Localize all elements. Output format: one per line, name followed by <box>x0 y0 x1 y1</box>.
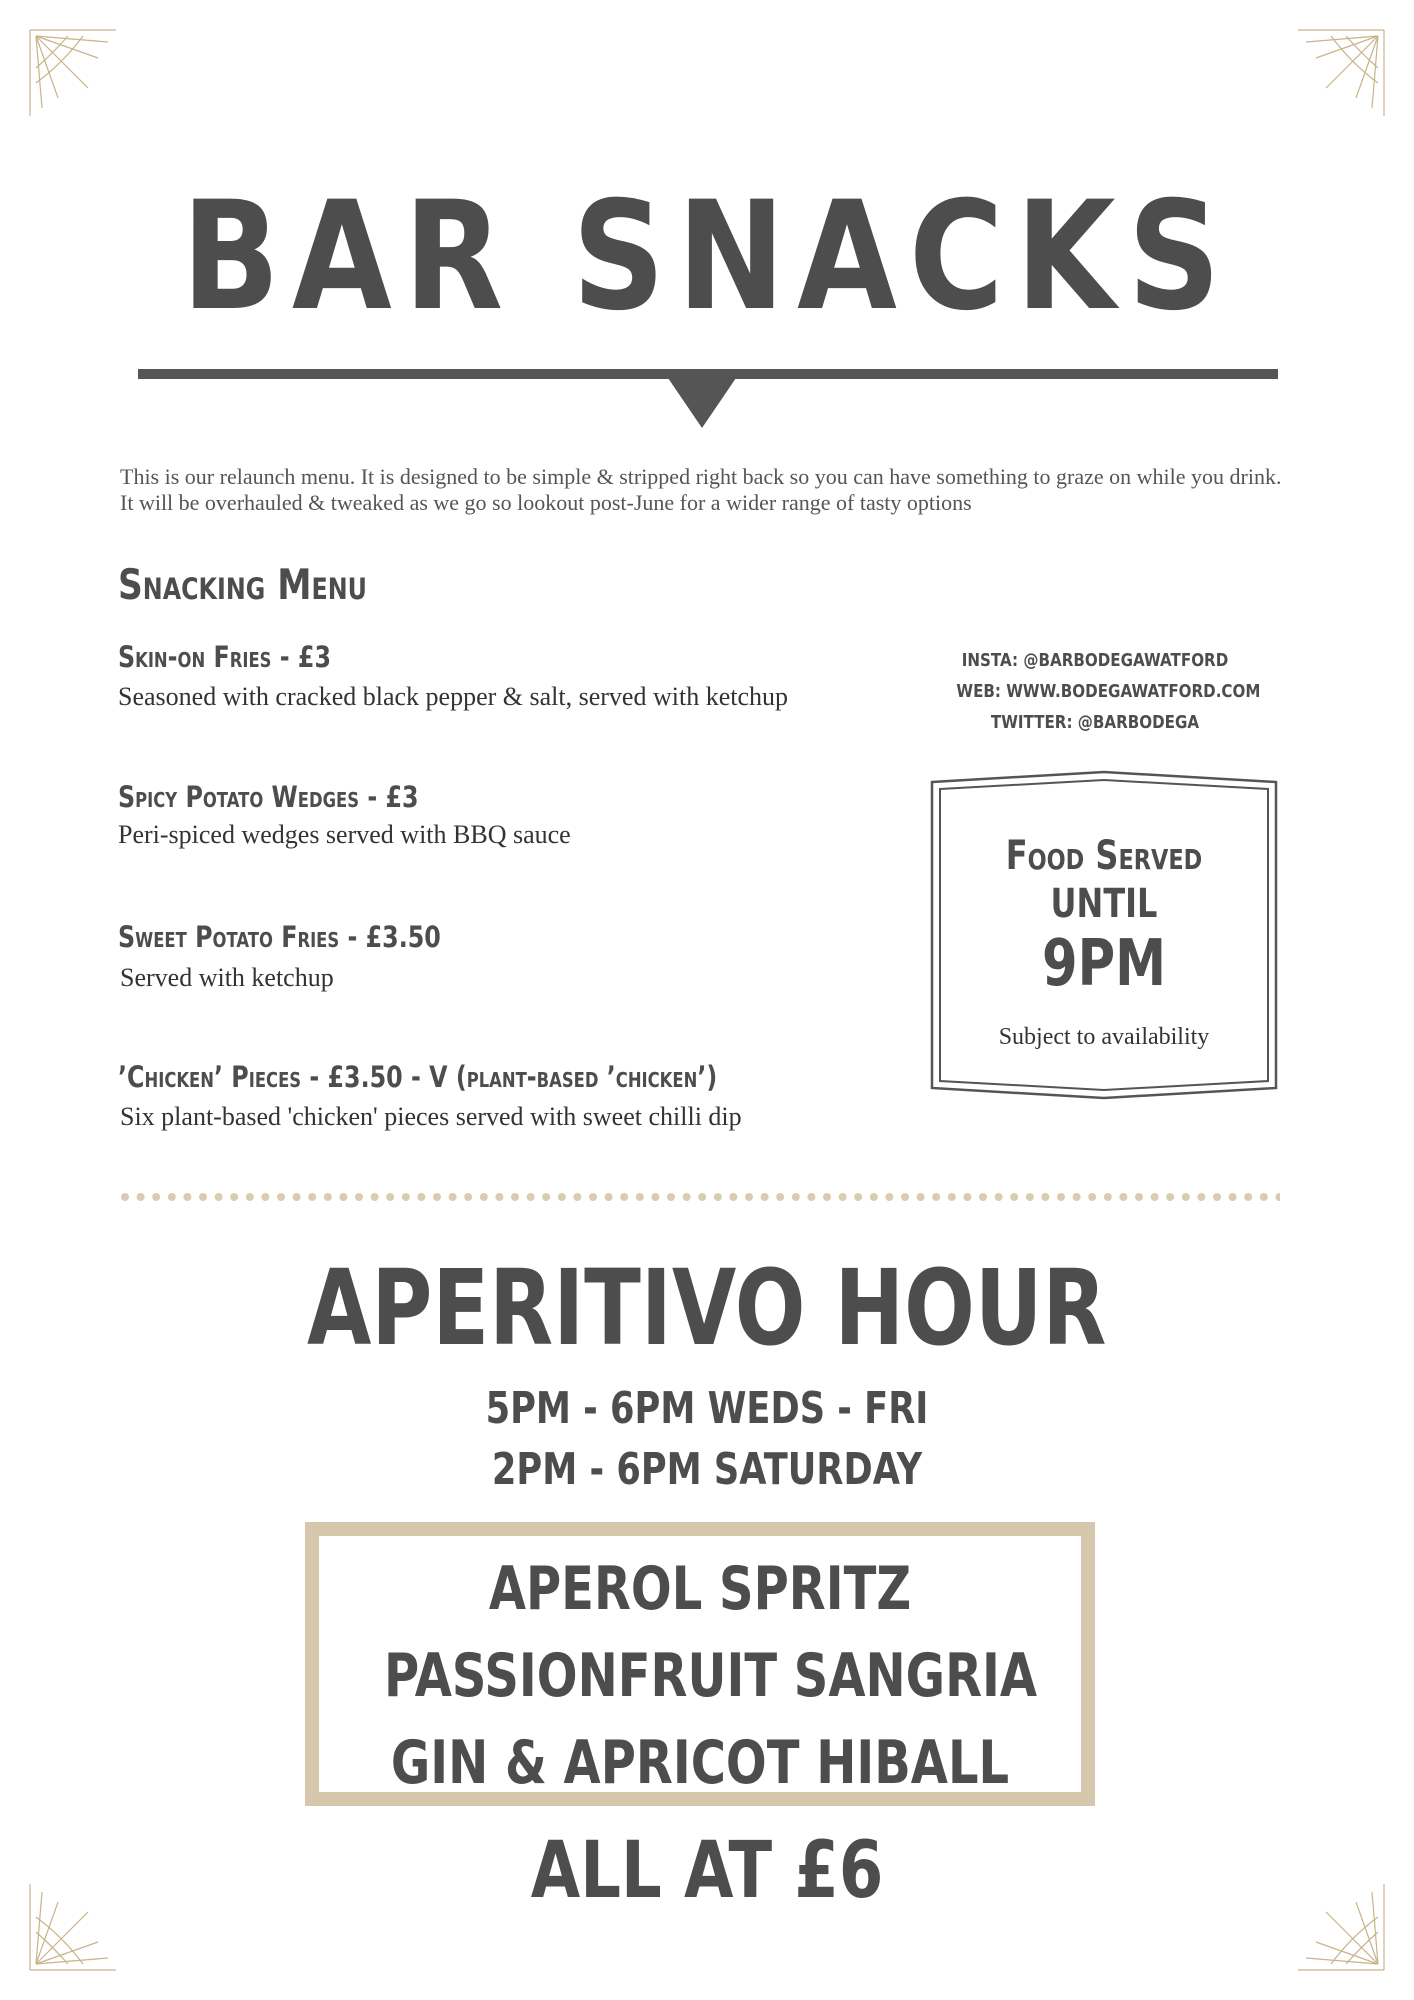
divider-dot <box>1135 1193 1143 1201</box>
divider-dot <box>589 1193 597 1201</box>
sunburst-corner-icon <box>28 28 118 118</box>
menu-item-desc: Seasoned with cracked black pepper & salt, served with ketchup <box>118 682 788 711</box>
divider-dot <box>714 1193 722 1201</box>
divider-dot <box>1041 1193 1049 1201</box>
divider-dot <box>1275 1193 1280 1201</box>
availability-note: Subject to availability <box>998 1024 1210 1050</box>
divider-dot <box>854 1193 862 1201</box>
divider-dot <box>636 1193 644 1201</box>
divider-dot <box>745 1193 753 1201</box>
web-address: WEB: WWW.BODEGAWATFORD.COM <box>956 681 1261 702</box>
divider-dot <box>901 1193 909 1201</box>
divider-dot <box>1166 1193 1174 1201</box>
price-text: ALL AT £6 <box>530 1826 884 1916</box>
divider-dot <box>1151 1193 1159 1201</box>
divider-dot <box>1010 1193 1018 1201</box>
divider-dot <box>511 1193 519 1201</box>
divider-dot <box>168 1193 176 1201</box>
food-served-time: 9PM <box>1041 927 1167 1001</box>
divider-dot <box>839 1193 847 1201</box>
insta-handle: INSTA: @BARBODEGAWATFORD <box>961 650 1229 671</box>
divider-dot <box>683 1193 691 1201</box>
divider-dot <box>1119 1193 1127 1201</box>
divider-dot <box>1026 1193 1034 1201</box>
menu-item-desc: Served with ketchup <box>120 963 334 992</box>
divider-dot <box>277 1193 285 1201</box>
divider-dot <box>605 1193 613 1201</box>
divider-dot <box>199 1193 207 1201</box>
divider-dot <box>729 1193 737 1201</box>
food-served-line2: UNTIL <box>1050 881 1158 927</box>
aperitivo-times <box>0 1378 1414 1500</box>
divider-dot <box>698 1193 706 1201</box>
divider-dot <box>667 1193 675 1201</box>
aperitivo-time-weekday: 5PM - 6PM WEDS - FRI <box>485 1383 929 1434</box>
divider-dot <box>386 1193 394 1201</box>
page-title-text: BAR SNACKS <box>181 170 1233 344</box>
divider-dot <box>917 1193 925 1201</box>
divider-dot <box>1229 1193 1237 1201</box>
menu-item-desc: Peri-spiced wedges served with BBQ sauce <box>118 820 571 849</box>
divider-dot <box>371 1193 379 1201</box>
drink-item: GIN & APRICOT HIBALL <box>390 1728 1010 1798</box>
divider-dot <box>1260 1193 1268 1201</box>
divider-dot <box>573 1193 581 1201</box>
food-served-heading <box>930 832 1278 1000</box>
divider-dot <box>651 1193 659 1201</box>
divider-dot <box>1057 1193 1065 1201</box>
menu-item-name: Skin-on Fries - £3 <box>118 640 331 674</box>
divider-dot <box>776 1193 784 1201</box>
divider-dot <box>402 1193 410 1201</box>
twitter-handle: TWITTER: @BARBODEGA <box>990 712 1200 733</box>
divider-dot <box>121 1193 129 1201</box>
divider-dot <box>761 1193 769 1201</box>
divider-dot <box>1213 1193 1221 1201</box>
menu-item-desc: Six plant-based 'chicken' pieces served with sweet chilli dip <box>120 1102 742 1131</box>
divider-dot <box>449 1193 457 1201</box>
aperitivo-heading <box>0 1247 1414 1369</box>
divider-dot <box>995 1193 1003 1201</box>
divider-dot <box>293 1193 301 1201</box>
section-title: Snacking Menu <box>118 560 367 609</box>
divider-dot <box>433 1193 441 1201</box>
divider-dot <box>1182 1193 1190 1201</box>
menu-item-name: Spicy Potato Wedges - £3 <box>118 780 419 814</box>
divider-dot <box>464 1193 472 1201</box>
aperitivo-price <box>0 1826 1414 1916</box>
divider-dot <box>152 1193 160 1201</box>
divider-dot <box>230 1193 238 1201</box>
divider-dot <box>948 1193 956 1201</box>
page-title <box>0 170 1414 344</box>
divider-dot <box>246 1193 254 1201</box>
divider-dot <box>807 1193 815 1201</box>
divider-dot <box>183 1193 191 1201</box>
divider-dot <box>308 1193 316 1201</box>
divider-dot <box>1244 1193 1252 1201</box>
divider-dot <box>417 1193 425 1201</box>
divider-dot <box>620 1193 628 1201</box>
divider-dot <box>215 1193 223 1201</box>
drink-item: APEROL SPRITZ <box>488 1554 912 1624</box>
divider-dot <box>261 1193 269 1201</box>
sunburst-corner-icon <box>1296 28 1386 118</box>
drink-item: PASSIONFRUIT SANGRIA <box>384 1641 1038 1711</box>
aperitivo-title: APERITIVO HOUR <box>307 1247 1107 1369</box>
divider-pointer <box>668 378 736 428</box>
food-served-line1: Food Served <box>1005 833 1203 879</box>
divider-dot <box>1073 1193 1081 1201</box>
divider-dot <box>1197 1193 1205 1201</box>
divider-dot <box>339 1193 347 1201</box>
menu-item-name: ’Chicken’ Pieces - £3.50 - V (plant-based ’chicken’) <box>118 1060 718 1094</box>
divider-dot <box>324 1193 332 1201</box>
divider-dot <box>355 1193 363 1201</box>
intro-text: This is our relaunch menu. It is designed to be simple & stripped right back so you can have something to graze on while you drink. It will be overhauled & tweaked as we go so lookout post-June for a wider range of tasty options <box>120 464 1282 515</box>
divider-dot <box>542 1193 550 1201</box>
divider-dot <box>792 1193 800 1201</box>
divider-dot <box>480 1193 488 1201</box>
divider-dot <box>558 1193 566 1201</box>
divider-dot <box>1104 1193 1112 1201</box>
social-links <box>930 645 1260 738</box>
divider-dot <box>963 1193 971 1201</box>
divider-dot <box>137 1193 145 1201</box>
aperitivo-time-saturday: 2PM - 6PM SATURDAY <box>491 1444 923 1495</box>
divider-dot <box>979 1193 987 1201</box>
divider-dot <box>885 1193 893 1201</box>
divider-dot <box>870 1193 878 1201</box>
divider-dot <box>823 1193 831 1201</box>
menu-item-name: Sweet Potato Fries - £3.50 <box>118 920 441 954</box>
drinks-list <box>305 1546 1095 1807</box>
divider-dot <box>1088 1193 1096 1201</box>
divider-dot <box>495 1193 503 1201</box>
divider-dot <box>527 1193 535 1201</box>
dotted-divider <box>120 1192 1280 1202</box>
divider-dot <box>932 1193 940 1201</box>
